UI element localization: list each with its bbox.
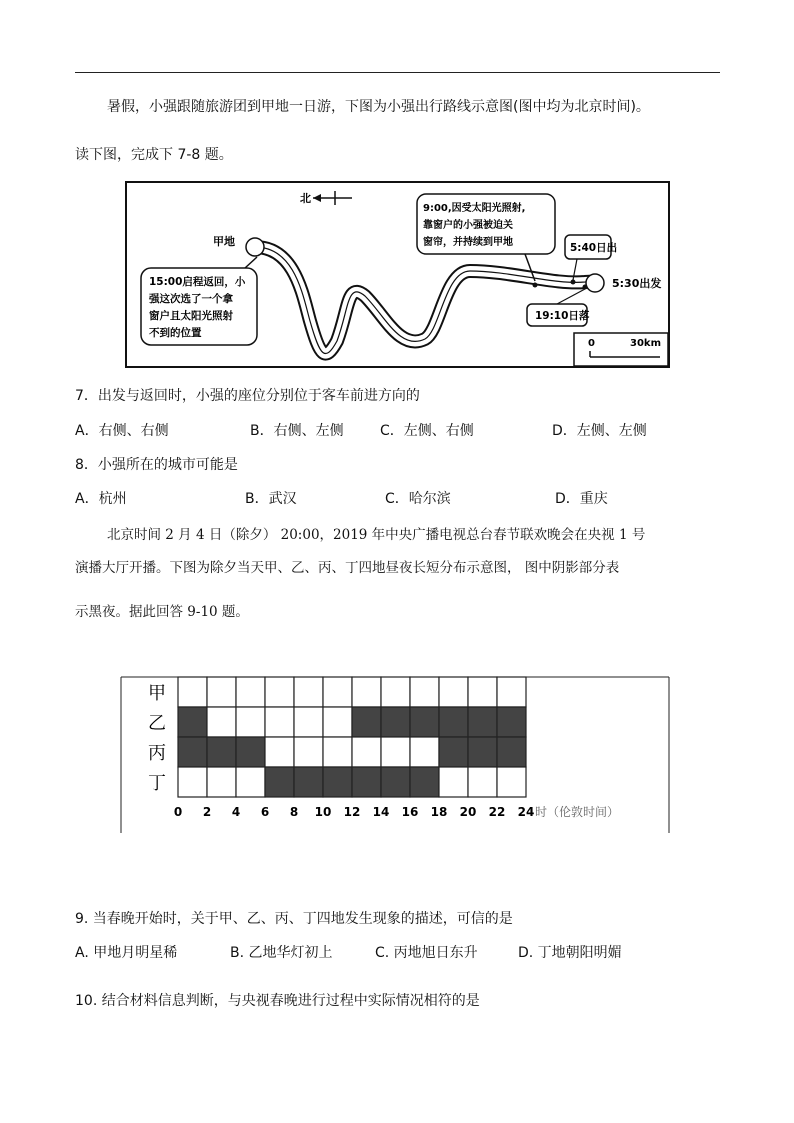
day-cell (468, 677, 497, 707)
time-tick-label: 22 (488, 805, 506, 819)
q7-stem: 7．出发与返回时，小强的座位分别位于客车前进方向的 (75, 388, 420, 404)
night-cell (381, 767, 410, 797)
night-cell (468, 737, 497, 767)
time-tick-label: 14 (372, 805, 390, 819)
day-cell (207, 707, 236, 737)
day-cell (497, 677, 526, 707)
q8-option-b: B．武汉 (245, 491, 297, 507)
time-tick-label: 18 (430, 805, 448, 819)
q9-option-d: D. 丁地朝阳明媚 (518, 945, 622, 961)
q8-option-d: D．重庆 (555, 491, 608, 507)
day-cell (323, 707, 352, 737)
svg-text:0: 0 (588, 338, 595, 349)
time-tick-label: 24 (517, 805, 535, 819)
day-cell (178, 677, 207, 707)
row-label: 丙 (148, 743, 166, 764)
sunset-label: 19:10日落 (535, 310, 590, 322)
q7-option-a: A．右侧、右侧 (75, 423, 169, 439)
day-cell (323, 737, 352, 767)
q7-option-c: C．左侧、右侧 (380, 423, 474, 439)
night-cell (381, 707, 410, 737)
route-map-figure (125, 181, 670, 373)
day-cell (294, 737, 323, 767)
day-cell (294, 677, 323, 707)
night-cell (178, 707, 207, 737)
night-cell (410, 707, 439, 737)
time-tick-label: 8 (289, 805, 299, 819)
svg-text:30km: 30km (630, 338, 661, 349)
day-cell (468, 767, 497, 797)
night-cell (439, 737, 468, 767)
night-cell (207, 737, 236, 767)
q8-stem: 8．小强所在的城市可能是 (75, 457, 238, 473)
intro-line-1: 暑假，小强跟随旅游团到甲地一日游，下图为小强出行路线示意图(图中均为北京时间)。 (107, 99, 650, 115)
sunrise-label: 5:40日出 (570, 242, 618, 254)
day-cell (497, 767, 526, 797)
row-label: 丁 (148, 773, 166, 794)
q9-option-c: C. 丙地旭日东升 (375, 945, 478, 961)
night-cell (236, 737, 265, 767)
intro2-line-2: 演播大厅开播。下图为除夕当天甲、乙、丙、丁四地昼夜长短分布示意图， 图中阴影部分表 (75, 560, 620, 576)
night-cell (294, 767, 323, 797)
row-label: 甲 (148, 683, 166, 704)
q8-option-c: C．哈尔滨 (385, 491, 451, 507)
q9-option-b: B. 乙地华灯初上 (230, 945, 333, 961)
day-cell (410, 677, 439, 707)
day-cell (294, 707, 323, 737)
day-cell (265, 737, 294, 767)
place-jia-label: 甲地 (213, 235, 235, 248)
row-label: 乙 (148, 713, 166, 734)
day-cell (439, 767, 468, 797)
day-night-figure (120, 670, 670, 839)
q9-stem: 9. 当春晚开始时，关于甲、乙、丙、丁四地发生现象的描述，可信的是 (75, 911, 513, 927)
time-tick-label: 2 (202, 805, 212, 819)
night-cell (352, 767, 381, 797)
header-rule (75, 72, 720, 73)
day-cell (381, 737, 410, 767)
depart-label: 5:30出发 (612, 277, 662, 290)
day-cell (178, 767, 207, 797)
q7-option-b: B．右侧、左侧 (250, 423, 344, 439)
q9-option-a: A. 甲地月明星稀 (75, 945, 178, 961)
night-cell (178, 737, 207, 767)
day-cell (236, 677, 265, 707)
night-cell (265, 767, 294, 797)
time-tick-label: 6 (260, 805, 270, 819)
night-cell (439, 707, 468, 737)
q8-option-a: A．杭州 (75, 491, 127, 507)
time-tick-label: 12 (343, 805, 361, 819)
night-cell (497, 737, 526, 767)
time-tick-label: 16 (401, 805, 419, 819)
day-cell (236, 707, 265, 737)
time-tick-label: 4 (231, 805, 241, 819)
time-tick-label: 0 (173, 805, 183, 819)
q10-stem: 10. 结合材料信息判断，与央视春晚进行过程中实际情况相符的是 (75, 993, 480, 1009)
night-cell (323, 767, 352, 797)
day-cell (323, 677, 352, 707)
start-circle (586, 274, 604, 292)
day-cell (410, 737, 439, 767)
time-tick-label: 20 (459, 805, 477, 819)
time-tick-label: 10 (314, 805, 332, 819)
intro2-line-3: 示黑夜。据此回答 9-10 题。 (75, 604, 249, 620)
day-cell (236, 767, 265, 797)
callout-left-text: 15:00启程返回，小 强这次选了一个拿 窗户且太阳光照射 不到的位置 (149, 276, 246, 339)
day-cell (265, 677, 294, 707)
day-cell (439, 677, 468, 707)
night-cell (352, 707, 381, 737)
day-cell (352, 677, 381, 707)
day-cell (207, 767, 236, 797)
day-cell (352, 737, 381, 767)
intro2-line-1: 北京时间 2 月 4 日（除夕） 20:00，2019 年中央广播电视总台春节联欢晚会在央视 1 号 (107, 527, 646, 543)
north-label: 北 (300, 192, 311, 205)
q7-option-d: D．左侧、左侧 (552, 423, 647, 439)
intro-line-2: 读下图，完成下 7-8 题。 (75, 147, 233, 163)
day-cell (381, 677, 410, 707)
night-cell (410, 767, 439, 797)
place-jia-circle (246, 238, 264, 256)
night-cell (468, 707, 497, 737)
day-cell (207, 677, 236, 707)
day-cell (265, 707, 294, 737)
callout-right-text: 9:00,因受太阳光照射, 靠窗户的小强被迫关 窗帘，并持续到甲地 (423, 203, 526, 248)
time-axis-unit: 时（伦敦时间） (535, 805, 620, 819)
night-cell (497, 707, 526, 737)
